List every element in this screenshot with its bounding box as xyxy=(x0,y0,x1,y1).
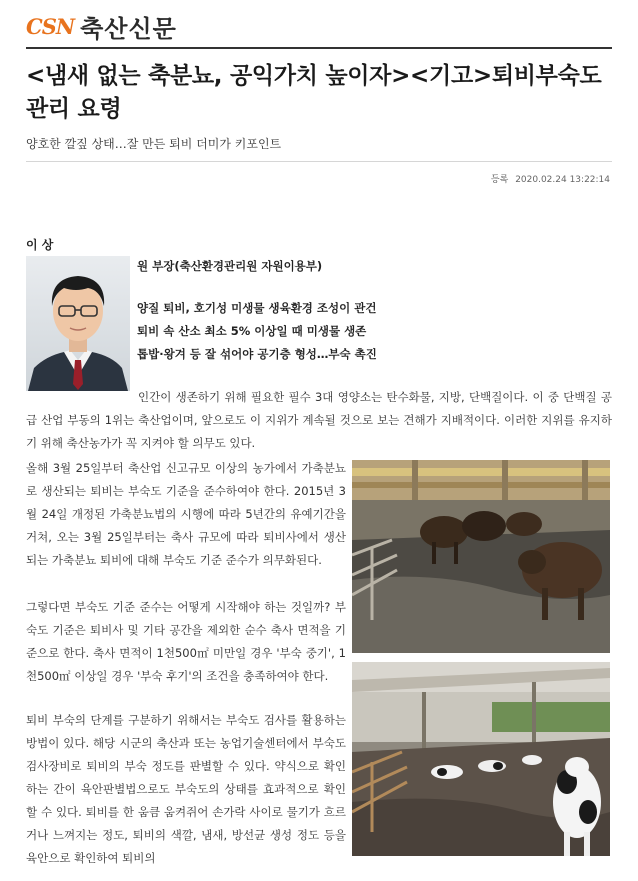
barn-photo-holstein-cattle xyxy=(352,662,610,856)
body-paragraph: 인간이 생존하기 위해 필요한 필수 3대 영양소는 탄수화물, 지방, 단백질이다. 이 중 단백질 공급 산업 부동의 1위는 축산업이며, 앞으로도 이 지위가 계속될 것으로 보는 견해가 지배적이다. 이러한 지위를 유지하기 위해 축산농가가 꼭 지켜야 할 의무도 있다. xyxy=(26,390,612,450)
logo-name: 축산신문 xyxy=(80,14,177,43)
header-divider xyxy=(26,161,612,162)
barn-photo-brown-cattle xyxy=(352,460,610,653)
author-title: 원 부장(축산환경관리원 자원이용부) xyxy=(137,259,323,273)
logo-mark: CSN xyxy=(26,13,75,39)
article-headline: <냄새 없는 축분뇨, 공익가치 높이자><기고>퇴비부숙도 관리 요령 xyxy=(26,63,602,122)
date-value: 2020.02.24 13:22:14 xyxy=(515,175,610,185)
masthead-divider xyxy=(26,47,612,49)
body-paragraph: 올해 3월 25일부터 축산업 신고규모 이상의 농가에서 가축분뇨로 생산되는 퇴비는 부숙도 기준을 준수하여야 한다. 2015년 3월 24일 개정된 가축분뇨법의 시행에 따라 5년간의 유예기간을 거쳐, 오는 3월 25일부터는 축사 규모에 따라 퇴비사에서 생산되는 가축분뇨 퇴비에 대해 부숙도 기준 준수가 의무화된다. xyxy=(26,461,346,567)
body-paragraph: 퇴비 부숙의 단계를 구분하기 위해서는 부숙도 검사를 활용하는 방법이 있다. 해당 시군의 축산과 또는 농업기술센터에서 부숙도 검사장비로 퇴비의 부숙 정도를 판별할 수 있다. 약식으로 확인하는 간이 육안판별법으로도 부숙도의 상태를 효과적으로 확인할 수 있다. 퇴비를 한 움큼 움켜쥐어 손가락 사이로 물기가 흐르거나 느껴지는 정도, 퇴비의 색깔, 냄새, 방선균 생성 정도 등을 육안으로 확인하여 퇴비의 xyxy=(26,713,346,865)
summary-line: 퇴비 속 산소 최소 5% 이상일 때 미생물 생존 xyxy=(137,324,367,338)
article-summary xyxy=(137,297,377,366)
body-paragraph: 그렇다면 부숙도 기준 준수는 어떻게 시작해야 하는 것일까? 부숙도 기준은 퇴비사 및 기타 공간을 제외한 순수 축사 면적을 기준으로 한다. 축사 면적이 1천500㎡ 미만일 경우 '부숙 중기', 1천500㎡ 이상일 경우 '부숙 후기'의 조건을 충족하여야 한다. xyxy=(26,600,346,683)
byline: 이 상 xyxy=(26,238,54,252)
author-portrait xyxy=(26,256,130,391)
article-dateline xyxy=(491,172,610,185)
site-logo[interactable] xyxy=(26,8,177,44)
article-subhead: 양호한 깔짚 상태…잘 만든 퇴비 더미가 키포인트 xyxy=(26,137,282,151)
summary-line: 양질 퇴비, 호기성 미생물 생육환경 조성이 관건 xyxy=(137,301,377,315)
summary-line: 톱밥·왕겨 등 잘 섞어야 공기층 형성…부숙 촉진 xyxy=(137,347,377,361)
date-label: 등록 xyxy=(490,175,509,185)
